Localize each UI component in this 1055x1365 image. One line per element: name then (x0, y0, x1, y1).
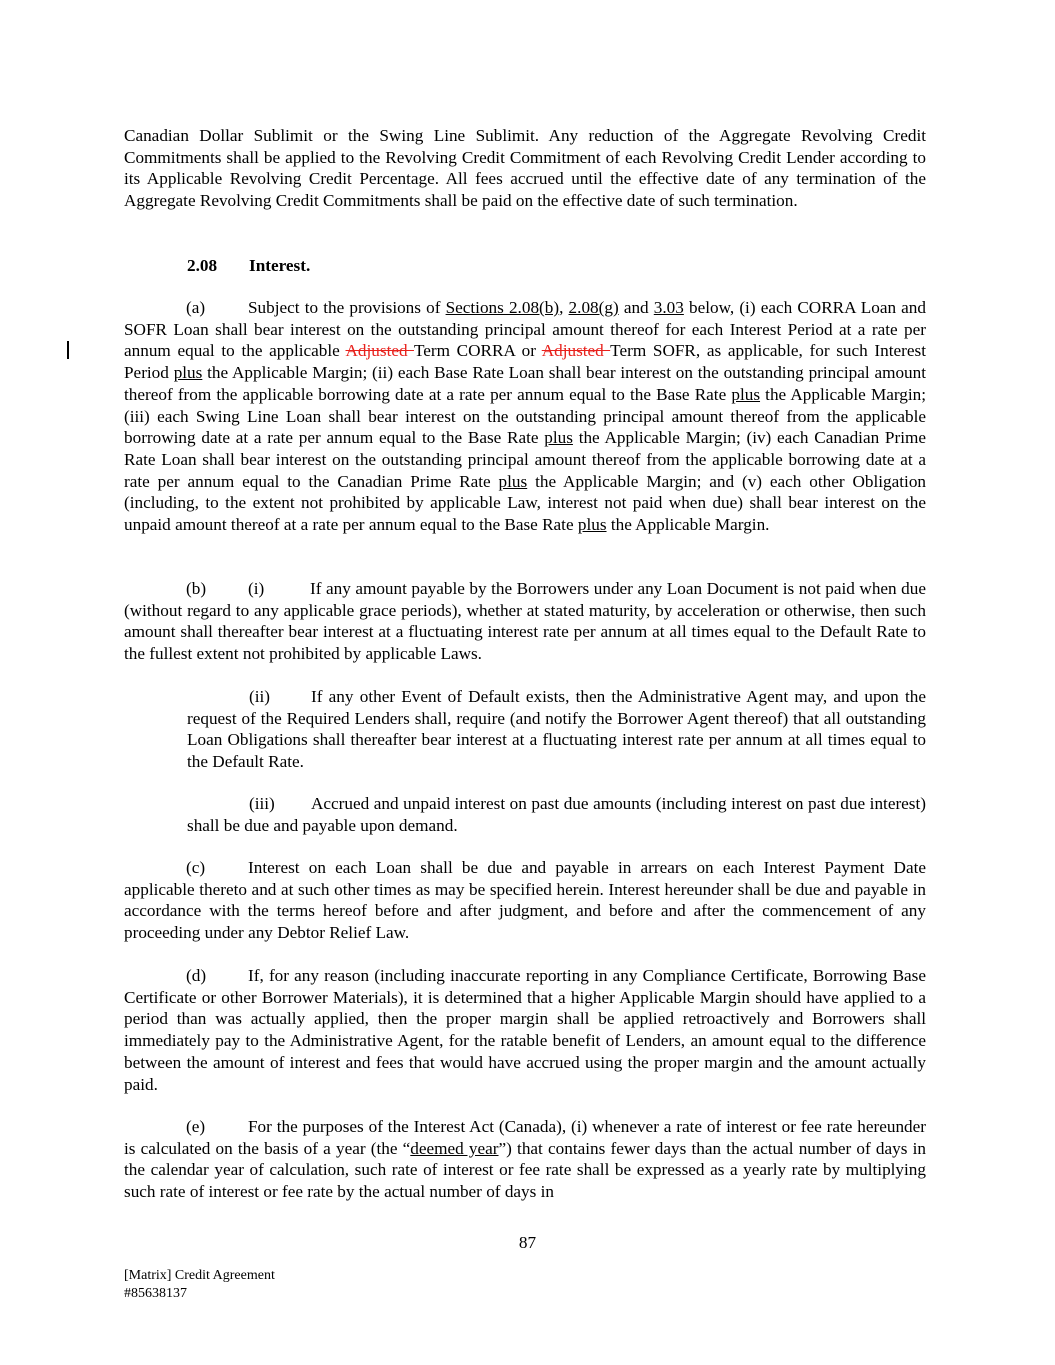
carryover-paragraph: Canadian Dollar Sublimit or the Swing Line Sublimit. Any reduction of the Aggregate Revolving Credit Commitments shall be applied to the Revolving Credit Commitment of each Revolving Credit Lender according to its Applicable Revolving Credit Percentage. All fees accrued until the effective date of any termination of the Aggregate Revolving Credit Commitments shall be paid on the effective date of such termination. (124, 126, 926, 211)
underlined-plus: plus (577, 515, 607, 535)
paragraph-a (124, 297, 926, 536)
paragraph-b-ii (187, 686, 926, 773)
section-reference: 2.08(g) (568, 298, 619, 317)
section-title: Interest. (249, 256, 311, 275)
text-run: the Applicable Margin; (iii) each Swing Line Loan shall bear interest on the outstanding principal amount thereof from the applicable borrowing date at a rate per annum equal to the Base Rate (124, 384, 927, 448)
section-number: 2.08 (187, 256, 218, 275)
text-run: Subject to the provisions of (248, 298, 446, 317)
section-reference: 3.03 (653, 298, 684, 317)
defined-term: deemed year (410, 1138, 499, 1158)
text-run: Term CORRA or (413, 341, 542, 361)
underlined-plus: plus (731, 384, 761, 404)
paragraph-b-ii-label: (ii) (249, 687, 270, 706)
text-run: Term SOFR, as applicable, for such Interest Period (124, 341, 926, 383)
footer-doc-id: #85638137 (124, 1286, 187, 1301)
text-run: the Applicable Margin; and (v) each other Obligation (including, to the extent not prohibited by applicable Law, interest not paid when due) shall bear interest on the unpaid amount thereof at a rate per annum equal to the Base Rate (124, 471, 927, 535)
text-run: ”) that contains fewer days than the actual number of days in the calendar year of calculation, such rate of interest or fee rate shall be expressed as a yearly rate by multiplying such rate of interest or fee rate by the actual number of days in (124, 1138, 926, 1202)
paragraph-e-label: (e) (186, 1117, 206, 1136)
paragraph-b-label: (b) (186, 579, 207, 598)
deleted-text: Adjusted (345, 341, 414, 361)
paragraph-e (124, 1116, 926, 1203)
text-run: If any other Event of Default exists, then the Administrative Agent may, and upon the request of the Required Lenders shall, require (and notify the Borrower Agent thereof) that all outstanding Loan Obligations shall thereafter bear interest at a fluctuating interest rate per annum at all times equal to the Default Rate. (187, 687, 926, 772)
deleted-text: Adjusted (541, 341, 611, 361)
section-reference: Sections 2.08(b) (445, 298, 560, 317)
text-run: If any amount payable by the Borrowers under any Loan Document is not paid when due (without regard to any applicable grace periods), whether at stated maturity, by acceleration or otherwise, then such amount shall thereafter bear interest at a fluctuating interest rate per annum at all times equal to the Default Rate to the fullest extent not prohibited by applicable Laws. (124, 579, 926, 664)
text-run: Interest on each Loan shall be due and payable in arrears on each Interest Payment Date applicable thereto and at such other times as may be specified herein. Interest hereunder shall be due and payable in accordance with the terms hereof before and after judgment, and before and after the commencement of any proceeding under any Debtor Relief Law. (124, 858, 926, 943)
text-run: the Applicable Margin; (iv) each Canadian Prime Rate Loan shall bear interest on the outstanding principal amount thereof from the applicable borrowing date at a rate per annum equal to the Canadian Prime Rate (124, 428, 926, 491)
paragraph-d (124, 965, 926, 1095)
paragraph-a-label: (a) (186, 298, 206, 317)
text-run: , (559, 298, 569, 317)
text-run: If, for any reason (including inaccurate reporting in any Compliance Certificate, Borrowing Base Certificate or other Borrower Materials), it is determined that a higher Applicable Margin should have applied to a period than was actually applied, then the proper margin shall be applied retroactively and Borrowers shall immediately pay to the Administrative Agent, for the ratable benefit of Lenders, an amount equal to the difference between the amount of interest and fees that would have accrued using the proper margin and the amount actually paid. (124, 966, 926, 1094)
paragraph-c-label: (c) (186, 858, 206, 877)
underlined-plus: plus (173, 363, 203, 383)
paragraph-d-label: (d) (186, 966, 207, 985)
paragraph-b-iii-label: (iii) (249, 794, 275, 813)
text-run: the Applicable Margin. (606, 515, 770, 535)
footer-title: [Matrix] Credit Agreement (124, 1268, 275, 1283)
paragraph-b-sub-label: (i) (248, 579, 265, 598)
text-run: below, (i) each CORRA Loan and SOFR Loan shall bear interest on the outstanding principal amount thereof for each Interest Period at a rate per annum equal to the applicable (124, 298, 926, 361)
page-number: 87 (518, 1233, 537, 1252)
text-run: For the purposes of the Interest Act (Canada), (i) whenever a rate of interest or fee rate hereunder is calculated on the basis of a year (the “ (124, 1117, 926, 1158)
paragraph-c (124, 857, 926, 944)
text-run: the Applicable Margin; (ii) each Base Rate Loan shall bear interest on the outstanding principal amount thereof from the applicable borrowing date at a rate per annum equal to the Base Rate (124, 363, 927, 404)
paragraph-b (124, 578, 926, 665)
document-footer (124, 1267, 275, 1303)
text-run: and (618, 298, 654, 317)
underlined-plus: plus (498, 471, 528, 491)
text-run: Accrued and unpaid interest on past due amounts (including interest on past due interest) shall be due and payable upon demand. (187, 794, 926, 835)
section-heading (187, 255, 310, 277)
paragraph-b-iii (187, 793, 926, 836)
revision-change-bar (67, 341, 69, 359)
underlined-plus: plus (544, 428, 573, 448)
